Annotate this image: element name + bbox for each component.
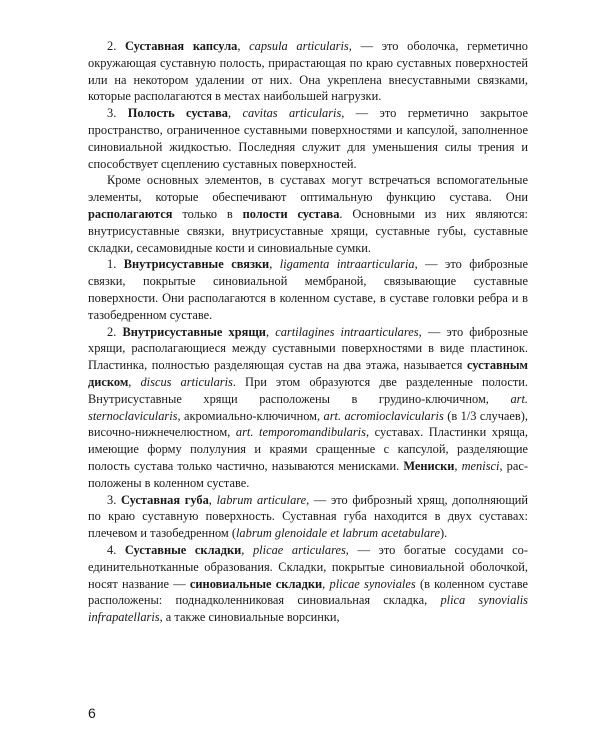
bold-term: Суставная губа [120, 492, 209, 507]
latin-term: plica synovialis infrapatellaris [88, 593, 528, 625]
paragraph-articular-labrum [88, 492, 528, 542]
text-run: , [269, 257, 280, 272]
text-run: , — это фиброзные связки, покрытые синовиальной мембраной, связывающие суставные поверхности. Они располагаются в коленном суставе, в суставе головки ребра и в тазобедренном суставе. [88, 257, 528, 322]
text-run: 3. [107, 492, 121, 507]
text-run: (в коленном суставе расположены: поднадколенниковая синовиальная складка, [88, 576, 528, 608]
text-run: 3. [107, 106, 128, 121]
latin-term: menisci [461, 458, 500, 473]
paragraph-joint-cavity [88, 105, 528, 172]
bold-term: Суставные складки [124, 542, 242, 557]
text-run: , [454, 458, 462, 473]
latin-term: labrum articulare [216, 492, 307, 507]
latin-term: art. temporomandibularis [235, 425, 366, 440]
bold-term: суставным диском [88, 358, 528, 389]
text-run: Кроме основных элементов, в суставах могут встречаться вспомогательные элементы, которые обеспечивают оптимальную функцию сустава. Они [88, 173, 528, 205]
text-run: . Основными из них являются: внутрисуставные связки, внутрисуставные хрящи, суставные губы, суставные складки, сесамовидные кости и синовиальные сумки. [88, 206, 528, 255]
text-run: , а также синовиальные ворсинки, [159, 610, 340, 625]
latin-term: labrum glenoidale et labrum acetabulare [235, 526, 440, 541]
text-run: . При этом образуются две разделенные полости. Внутрисуставные хрящи расположены в грудино-ключичном, [88, 374, 528, 406]
text-run: , [208, 492, 217, 507]
text-run: 2. [107, 324, 123, 339]
bold-term: синовиальные складки [189, 576, 323, 591]
text-run: , расположены в коленном суставе. [88, 458, 528, 490]
bold-term: Мениски [403, 458, 455, 473]
text-run: , [237, 39, 250, 53]
text-run: (в 1/3 случаев), височно-нижнечелюстном, [88, 408, 528, 440]
latin-term: plicae articulares [252, 542, 346, 557]
bold-term: Полость сустава [127, 106, 228, 121]
bold-term: Внутрисуставные связки [123, 257, 270, 272]
page-body [88, 38, 528, 626]
text-run: , — это богатые сосудами соединительнотканные образования. Складки, покрытые синовиальной оболочкой, носят название — [88, 542, 528, 591]
text-run: , — это фиброзные хрящи, располагающиеся между суставными поверхностями в виде пластинок. Пластинка, полностью разделяющая сустав на два этажа, называется [88, 324, 528, 373]
bold-term: располагаются [88, 206, 173, 221]
text-run: 2. [107, 39, 126, 53]
latin-term: discus articularis [140, 374, 233, 389]
paragraph-articular-folds [88, 542, 528, 626]
text-run: , [128, 374, 141, 389]
paragraph-auxiliary-elements [88, 172, 528, 256]
latin-term: art. sternoclavicularis [88, 391, 528, 423]
bold-term: Внутрисуставные хрящи [122, 324, 266, 339]
text-run: 4. [107, 542, 125, 557]
text-run: , [322, 576, 330, 591]
paragraph-intraarticular-cartilages [88, 324, 528, 492]
page-number: 6 [88, 705, 96, 721]
latin-term: plicae synoviales [329, 576, 416, 591]
text-run: , [241, 542, 253, 557]
text-run: , — это фиброзный хрящ, дополняющий по краю суставную поверхность. Суставная губа находится в двух суставах: плечевом и тазобедренном ( [88, 492, 528, 541]
text-run: , [228, 106, 243, 121]
paragraph-intraarticular-ligaments [88, 256, 528, 323]
paragraph-joint-capsule [88, 38, 528, 105]
text-run: ). [439, 526, 448, 541]
latin-term: art. acromioclavicularis [323, 408, 444, 423]
text-run: , акромиально-ключичном, [177, 408, 324, 423]
bold-term: полости сустава [242, 206, 340, 221]
latin-term: cartilagines intraarticulares [275, 324, 419, 339]
latin-term: cavitas articularis [242, 106, 342, 121]
text-run: , — это герметично закрытое пространство, ограниченное суставными поверхностями и капсулой, заполненное синовиальной жидкостью. Последняя служит для уменьшения силы трения и способствует сцеплению суставных поверхностей. [88, 106, 528, 171]
text-run: 1. [107, 257, 124, 272]
text-run: , [265, 324, 276, 339]
bold-term: Суставная капсула [125, 39, 238, 53]
text-run: только в [172, 206, 243, 221]
latin-term: ligamenta intraarticularia [279, 257, 415, 272]
text-run: , — это оболочка, герметично окружающая суставную полость, прирастающая по краю суставных поверхностей или на некотором удалении от них. Она укреплена внесуставными связками, которые располагаются в местах наибольшей нагрузки. [88, 39, 529, 104]
latin-term: capsula articularis [249, 39, 349, 53]
text-run: , суставах. Пластинки хряща, имеющие форму полулуния и краями сращенные с капсулой, разделяющие полость сустава только частично, называются менисками. [88, 425, 528, 473]
